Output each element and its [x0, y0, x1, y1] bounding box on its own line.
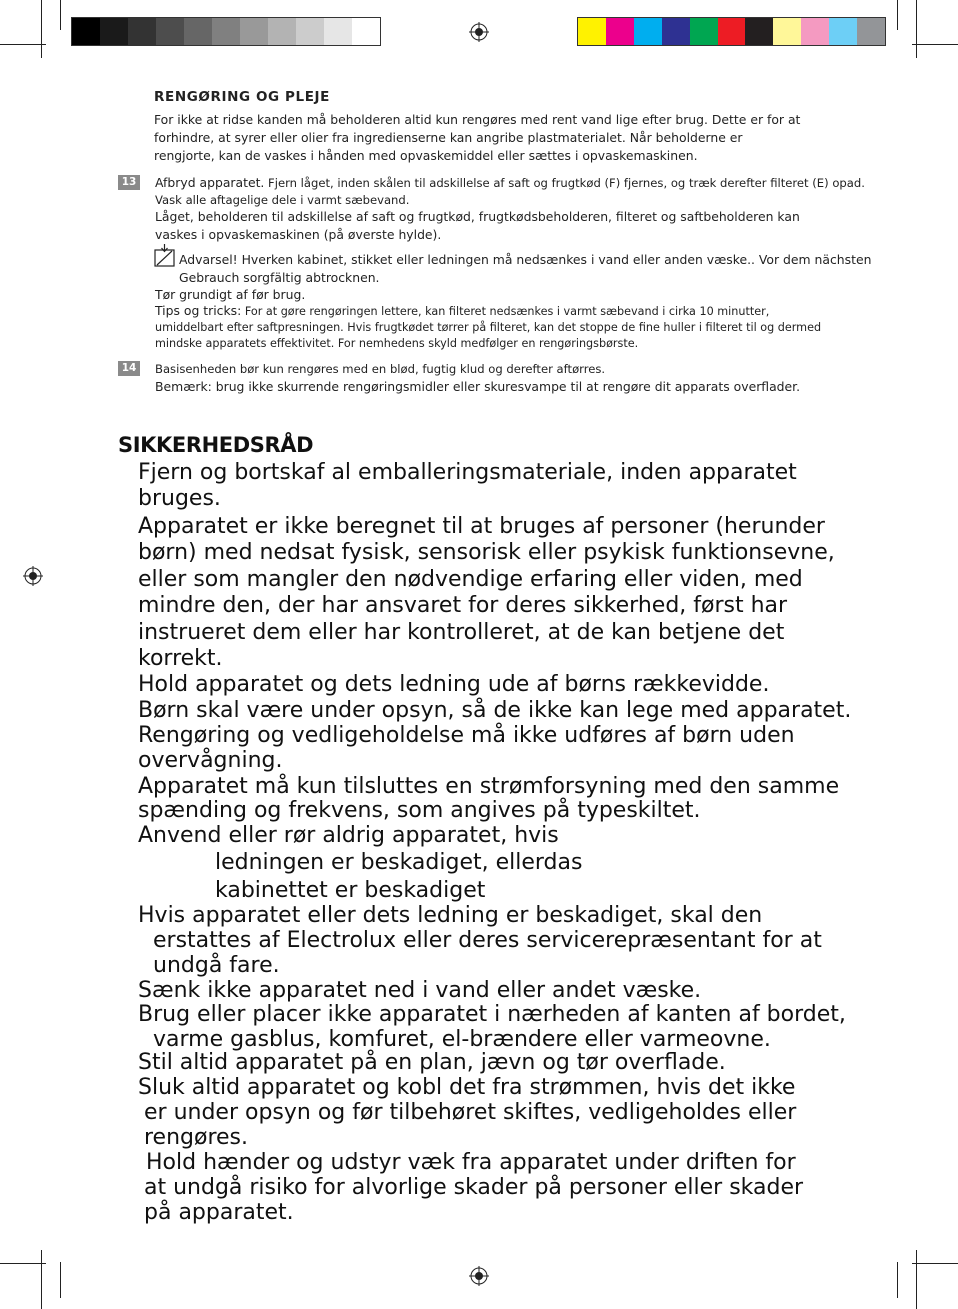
- intro-line: rengjorte, kan de vaskes i hånden med opvaskemiddel eller sættes i opvaskemaskinen.: [154, 148, 698, 163]
- safety-line: Fjern og bortskaf al emballeringsmateriale, inden apparatet: [138, 460, 797, 485]
- gray-swatch: [240, 18, 268, 45]
- safety-line: korrekt.: [138, 646, 223, 671]
- color-scale-bar: [577, 17, 886, 46]
- color-swatch: [606, 18, 634, 45]
- gray-swatch: [296, 18, 324, 45]
- intro-line: forhindre, at syrer eller olier fra ingredienserne kan angribe plastmaterialet. Når beholderne er: [154, 130, 743, 145]
- gray-swatch: [184, 18, 212, 45]
- step-13-line: Låget, beholderen til adskillelse af saft og frugtkød, frugtkødsbeholderen, filteret og saftbeholderen kan: [155, 209, 800, 224]
- safety-line: mindre den, der har ansvaret for deres sikkerhed, først har: [138, 593, 788, 618]
- safety-line: Sænk ikke apparatet ned i vand eller andet væske.: [138, 978, 702, 1003]
- step-number-13: 13: [118, 175, 140, 190]
- crop-mark: [60, 0, 61, 30]
- gray-swatch: [72, 18, 100, 45]
- gray-swatch: [212, 18, 240, 45]
- warning-line: Gebrauch sorgfältig abtrocknen.: [179, 270, 380, 285]
- cleaning-intro: [154, 111, 874, 165]
- safety-line: Sluk altid apparatet og kobl det fra strømmen, hvis det ikke: [138, 1075, 796, 1100]
- safety-line: Hold hænder og udstyr væk fra apparatet under driften for: [146, 1150, 796, 1175]
- safety-line: Apparatet må kun tilsluttes en strømforsyning med den samme: [138, 774, 840, 799]
- safety-subline: kabinettet er beskadiget: [215, 878, 486, 903]
- safety-line: at undgå risiko for alvorlige skader på personer eller skader: [144, 1175, 804, 1200]
- crop-mark: [0, 1263, 46, 1264]
- color-swatch: [662, 18, 690, 45]
- crop-mark: [0, 44, 46, 45]
- safety-line: rengøres.: [144, 1125, 249, 1150]
- safety-line: på apparatet.: [144, 1200, 294, 1225]
- step-13-line: vaskes i opvaskemaskinen (på øverste hylde).: [155, 227, 442, 242]
- color-swatch: [718, 18, 746, 45]
- gray-swatch: [324, 18, 352, 45]
- gray-swatch: [352, 18, 380, 45]
- step-14-line: Bemærk: brug ikke skurrende rengøringsmidler eller skuresvampe til at rengøre dit apparats overflader.: [155, 379, 801, 394]
- registration-mark-icon: [469, 1266, 489, 1286]
- crop-mark: [912, 44, 958, 45]
- step-13-text: Fjern låget, inden skålen til adskillelse af saft og frugtkød (F) fjernes, og træk derefter filteret (E) opad.: [264, 176, 865, 190]
- safety-title: SIKKERHEDSRÅD: [118, 433, 314, 457]
- registration-mark-icon: [469, 22, 489, 42]
- gray-swatch: [128, 18, 156, 45]
- safety-line: undgå fare.: [153, 953, 280, 978]
- crop-mark: [916, 0, 917, 58]
- gray-scale-bar: [71, 17, 381, 46]
- color-swatch: [745, 18, 773, 45]
- safety-subline: ledningen er beskadiget, ellerdas: [215, 850, 583, 875]
- step-14: [155, 360, 945, 396]
- crop-mark: [916, 1250, 917, 1309]
- color-swatch: [829, 18, 857, 45]
- color-swatch: [773, 18, 801, 45]
- safety-line: Rengøring og vedligeholdelse må ikke udføres af børn uden: [138, 723, 795, 748]
- color-swatch: [578, 18, 606, 45]
- safety-line: Stil altid apparatet på en plan, jævn og tør overflade.: [138, 1050, 726, 1075]
- tips-line: umiddelbart efter saftpresningen. Hvis frugtkødet tørrer på filteret, kan det stoppe de fine huller i filteret til og dermed: [155, 321, 822, 334]
- step-13-line: Vask alle aftagelige dele i varmt sæbevand.: [155, 193, 410, 207]
- safety-line: Børn skal være under opsyn, så de ikke kan lege med apparatet.: [138, 698, 852, 723]
- safety-line: Brug eller placer ikke apparatet i nærheden af kanten af bordet,: [138, 1002, 846, 1027]
- gray-swatch: [100, 18, 128, 45]
- tips-block: [155, 303, 945, 352]
- warning-text: Hverken kabinet, stikket eller ledningen må nedsænkes i vand eller anden væske.. Vor dem nächsten: [237, 252, 872, 267]
- gray-swatch: [268, 18, 296, 45]
- warning-lead: Advarsel!: [179, 252, 238, 267]
- color-swatch: [690, 18, 718, 45]
- color-swatch: [801, 18, 829, 45]
- safety-line: Hvis apparatet eller dets ledning er beskadiget, skal den: [138, 903, 763, 928]
- warning-icon: [154, 244, 176, 268]
- crop-mark: [912, 1263, 958, 1264]
- step-13-lead: Afbryd apparatet.: [155, 175, 265, 190]
- crop-mark: [897, 0, 898, 30]
- safety-line: eller som mangler den nødvendige erfaring eller viden, med: [138, 567, 803, 592]
- tips-line: mindske apparatets effektivitet. For nemhedens skyld medfølger en rengøringsbørste.: [155, 337, 639, 350]
- safety-line: Hold apparatet og dets ledning ude af børns rækkevidde.: [138, 672, 770, 697]
- safety-line: instrueret dem eller har kontrolleret, at de kan betjene det: [138, 620, 785, 645]
- safety-line: Apparatet er ikke beregnet til at bruges af personer (herunder: [138, 514, 825, 539]
- safety-line: erstattes af Electrolux eller deres servicerepræsentant for at: [153, 928, 822, 953]
- dry-instruction: Tør grundigt af før brug.: [155, 287, 306, 302]
- gray-swatch: [156, 18, 184, 45]
- crop-mark: [60, 1262, 61, 1298]
- intro-line: For ikke at ridse kanden må beholderen altid kun rengøres med rent vand lige efter brug. Dette er for at: [154, 112, 801, 127]
- warning-block: [179, 251, 939, 287]
- registration-mark-icon: [23, 566, 43, 586]
- safety-line: børn) med nedsat fysisk, sensorisk eller psykisk funktionsevne,: [138, 540, 835, 565]
- color-swatch: [634, 18, 662, 45]
- crop-mark: [41, 0, 42, 58]
- tips-text: For at gøre rengøringen lettere, kan filteret nedsænkes i varmt sæbevand i cirka 10 minutter,: [241, 305, 770, 318]
- cleaning-title: RENGØRING OG PLEJE: [154, 89, 330, 105]
- safety-line: bruges.: [138, 486, 221, 511]
- crop-mark: [41, 1250, 42, 1309]
- safety-line: overvågning.: [138, 748, 283, 773]
- safety-line: varme gasblus, komfuret, el-brændere eller varmeovne.: [153, 1027, 771, 1052]
- crop-mark: [897, 1262, 898, 1298]
- step-13: [155, 174, 945, 244]
- color-swatch: [857, 18, 885, 45]
- step-14-line: Basisenheden bør kun rengøres med en blød, fugtig klud og derefter aftørres.: [155, 362, 606, 376]
- safety-line: spænding og frekvens, som angives på typeskiltet.: [138, 798, 701, 823]
- safety-line: er under opsyn og før tilbehøret skiftes, vedligeholdes eller: [144, 1100, 797, 1125]
- tips-lead: Tips og tricks:: [155, 303, 242, 318]
- safety-line: Anvend eller rør aldrig apparatet, hvis: [138, 823, 559, 848]
- step-number-14: 14: [118, 361, 140, 376]
